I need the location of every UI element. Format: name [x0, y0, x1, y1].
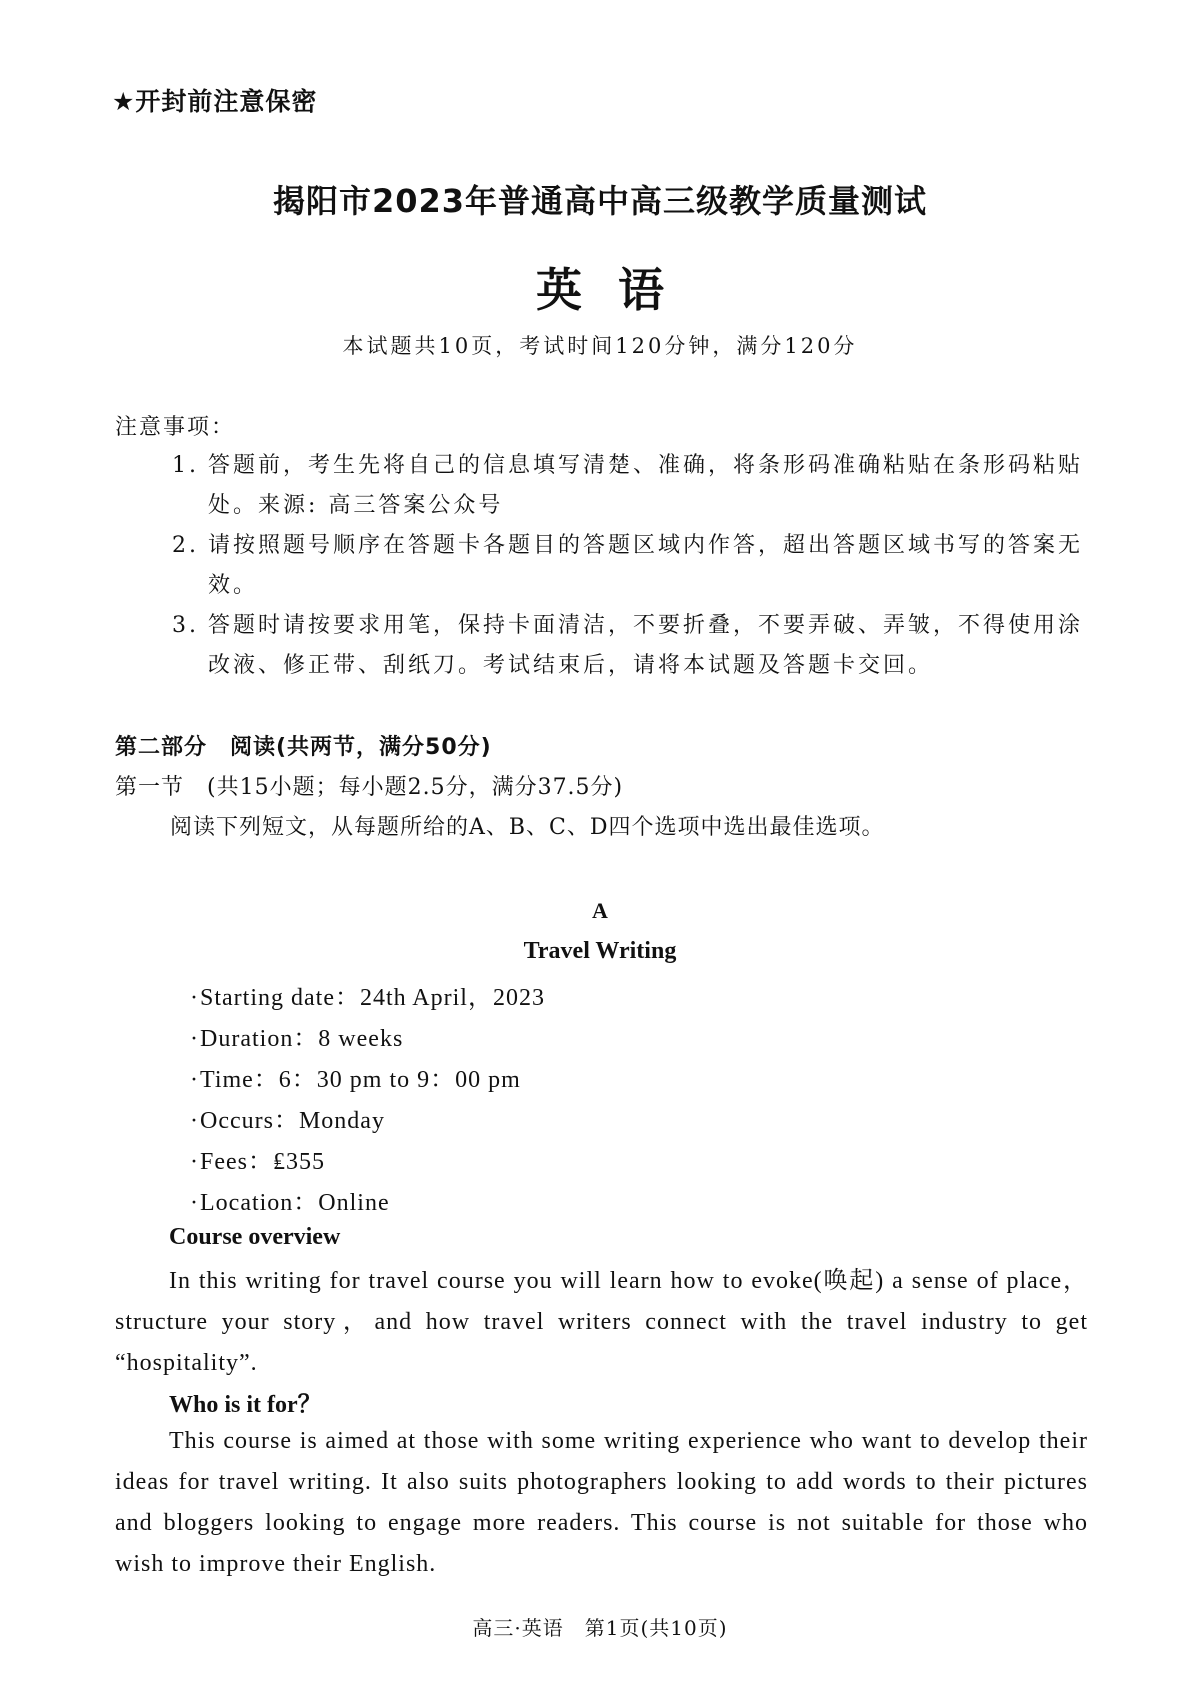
passage-title: Travel Writing — [523, 938, 677, 964]
subsection-title: 第一节 (共15小题；每小题2.5分，满分37.5分) — [115, 775, 624, 800]
notice-number: 1. — [172, 453, 199, 478]
detail-item — [190, 1183, 545, 1224]
bullet-icon: · — [190, 1149, 199, 1175]
part-title: 第二部分 阅读(共两节，满分50分) — [115, 735, 492, 760]
bullet-icon: · — [190, 1190, 199, 1216]
who-heading: Who is it for？ — [169, 1392, 322, 1418]
subject-title: 英语 — [536, 263, 700, 317]
confidential-notice: ★开封前注意保密 — [112, 87, 318, 116]
overview-heading: Course overview — [169, 1224, 341, 1250]
notice-list — [115, 446, 1095, 686]
exam-title: 揭阳市2023年普通高中高三级教学质量测试 — [272, 182, 928, 220]
detail-item — [190, 1019, 545, 1060]
detail-text: Occurs：Monday — [200, 1108, 385, 1134]
notice-item — [115, 606, 1095, 686]
detail-text: Time：6：30 pm to 9：00 pm — [200, 1067, 521, 1093]
section-instruction: 阅读下列短文，从每题所给的A、B、C、D四个选项中选出最佳选项。 — [170, 815, 885, 840]
notice-text: 答题时请按要求用笔，保持卡面清洁，不要折叠，不要弄破、弄皱，不得使用涂改液、修正带、刮纸刀。考试结束后，请将本试题及答题卡交回。 — [208, 613, 1084, 678]
notice-item — [115, 526, 1095, 606]
passage-letter: A — [592, 898, 608, 923]
page-footer: 高三·英语 第1页(共10页) — [472, 1616, 728, 1640]
detail-item — [190, 978, 545, 1019]
course-details-list — [190, 978, 545, 1224]
detail-text: Starting date：24th April，2023 — [200, 985, 545, 1011]
notice-text: 请按照题号顺序在答题卡各题目的答题区域内作答，超出答题区域书写的答案无效。 — [208, 533, 1084, 598]
notice-number: 2. — [172, 533, 199, 558]
bullet-icon: · — [190, 1108, 199, 1134]
detail-item — [190, 1101, 545, 1142]
bullet-icon: · — [190, 985, 199, 1011]
notice-text: 答题前，考生先将自己的信息填写清楚、准确，将条形码准确粘贴在条形码粘贴处。来源: 高三答案公众号 — [208, 453, 1084, 518]
overview-paragraph: In this writing for travel course you will learn how to evoke(唤起) a sense of place，structure your story，and how travel writers connect with the travel industry to get “hospitality”. — [115, 1268, 1088, 1376]
detail-item — [190, 1142, 545, 1183]
notice-number: 3. — [172, 613, 199, 638]
detail-text: Duration：8 weeks — [200, 1026, 404, 1052]
bullet-icon: · — [190, 1067, 199, 1093]
notice-heading: 注意事项： — [115, 415, 236, 440]
who-paragraph: This course is aimed at those with some writing experience who want to develop their ideas for travel writing. It also suits photographers looking to add words to their pictures and bloggers looking to engage more readers. This course is not suitable for those who wish to improve their English. — [115, 1428, 1088, 1577]
detail-text: Location：Online — [200, 1190, 390, 1216]
bullet-icon: · — [190, 1026, 199, 1052]
exam-info: 本试题共10页，考试时间120分钟，满分120分 — [342, 334, 858, 358]
notice-item — [115, 446, 1095, 526]
detail-text: Fees：₤355 — [200, 1149, 325, 1175]
detail-item — [190, 1060, 545, 1101]
